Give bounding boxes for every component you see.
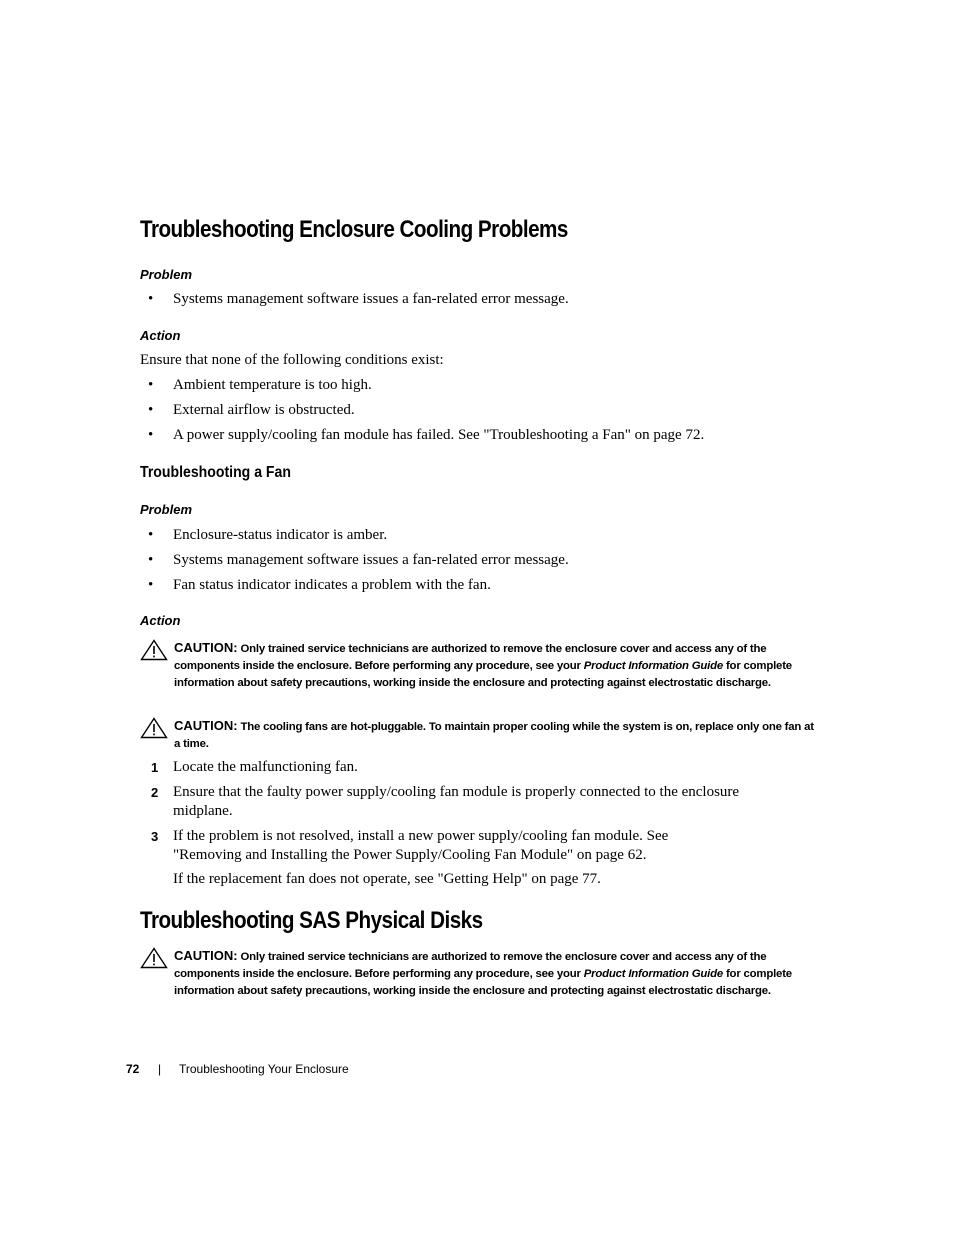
guide-reference: Product Information Guide	[583, 660, 723, 672]
step-text: Ensure that the faulty power supply/cooling fan module is properly connected to the enclosure	[173, 784, 740, 800]
list-item: Fan status indicator indicates a problem with the fan.	[173, 577, 491, 593]
step-text: "Removing and Installing the Power Supply/Cooling Fan Module" on page 62.	[173, 847, 647, 863]
caution-notice	[140, 947, 820, 1017]
bullet: •	[148, 291, 154, 307]
section-title-cooling: Troubleshooting Enclosure Cooling Problems	[140, 216, 568, 243]
bullet: •	[148, 577, 154, 593]
page-number: 72	[126, 1062, 140, 1076]
section-title-sas-disks: Troubleshooting SAS Physical Disks	[140, 907, 483, 934]
bullet: •	[148, 552, 154, 568]
warning-triangle-icon	[140, 947, 168, 969]
chapter-title: Troubleshooting Your Enclosure	[179, 1062, 349, 1076]
list-item: Ambient temperature is too high.	[173, 377, 372, 393]
action-label: Action	[140, 613, 181, 628]
caution-notice	[140, 639, 820, 709]
step-number: 3	[151, 829, 159, 844]
step-note: If the replacement fan does not operate, see "Getting Help" on page 77.	[173, 871, 601, 887]
bullet: •	[148, 377, 154, 393]
action-label: Action	[140, 328, 181, 343]
list-item: External airflow is obstructed.	[173, 402, 355, 418]
problem-label: Problem	[140, 502, 193, 517]
problem-label: Problem	[140, 267, 193, 282]
step-text: If the problem is not resolved, install a new power supply/cooling fan module. See	[173, 828, 669, 844]
caution-text: CAUTION: Only trained service technicians are authorized to remove the enclosure cover and access any of the components inside the enclosure. Before performing any procedure, see your Product Information Guide for complete information about safety precautions, working inside the enclosure and protecting against electrostatic discharge.	[174, 640, 792, 689]
caution-keyword: CAUTION:	[174, 718, 238, 733]
action-intro: Ensure that none of the following conditions exist:	[140, 352, 444, 368]
list-item: Enclosure-status indicator is amber.	[173, 527, 388, 543]
step-text: midplane.	[173, 803, 233, 819]
list-item: Systems management software issues a fan-related error message.	[173, 552, 569, 568]
caution-notice	[140, 717, 820, 753]
caution-text: CAUTION: The cooling fans are hot-pluggable. To maintain proper cooling while the system is on, replace only one fan at a time.	[174, 718, 814, 750]
footer-separator: |	[158, 1062, 162, 1076]
bullet: •	[148, 402, 154, 418]
list-item: A power supply/cooling fan module has failed. See "Troubleshooting a Fan" on page 72.	[173, 427, 705, 443]
step-number: 2	[151, 785, 159, 800]
bullet: •	[148, 427, 154, 443]
step-number: 1	[151, 760, 159, 775]
subsection-title-fan: Troubleshooting a Fan	[140, 464, 291, 481]
caution-keyword: CAUTION:	[174, 948, 238, 963]
caution-keyword: CAUTION:	[174, 640, 238, 655]
list-item: Systems management software issues a fan-related error message.	[173, 291, 569, 307]
guide-reference: Product Information Guide	[583, 968, 723, 980]
bullet: •	[148, 527, 154, 543]
caution-text: CAUTION: Only trained service technicians are authorized to remove the enclosure cover and access any of the components inside the enclosure. Before performing any procedure, see your Product Information Guide for complete information about safety precautions, working inside the enclosure and protecting against electrostatic discharge.	[174, 948, 792, 997]
warning-triangle-icon	[140, 639, 168, 661]
step-text: Locate the malfunctioning fan.	[173, 759, 358, 775]
warning-triangle-icon	[140, 717, 168, 739]
